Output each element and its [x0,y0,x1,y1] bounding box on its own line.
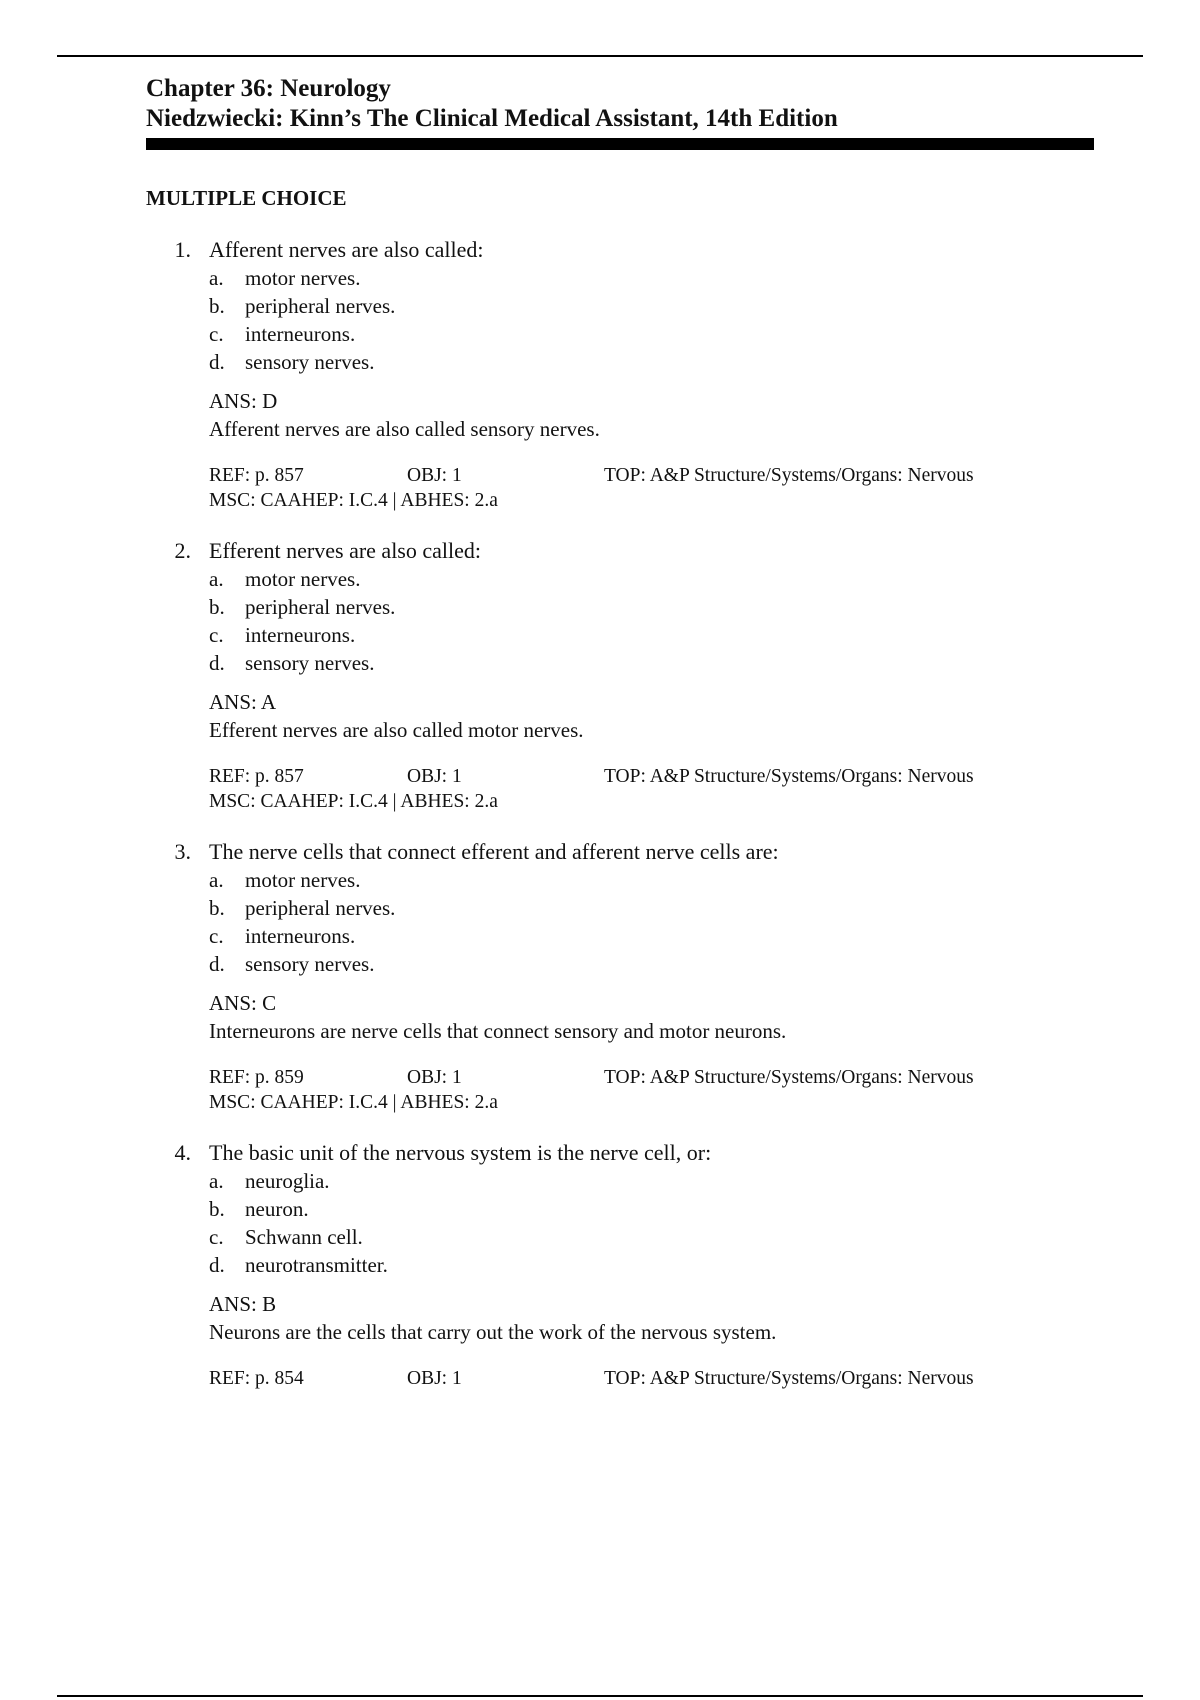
question-number: 2. [174,538,191,563]
question-metadata [209,1065,1096,1115]
question-4 [146,1139,1096,1391]
option-d: d. sensory nerves. [209,350,375,374]
answer: ANS: C [209,991,277,1015]
question-1 [146,236,1096,513]
question-stem: The basic unit of the nervous system is the nerve cell, or: [209,1140,712,1165]
obj: OBJ: 1 [407,1067,462,1088]
question-metadata [209,463,1096,513]
ref: REF: p. 857 [209,465,304,486]
question-number: 1. [174,237,191,262]
topic: TOP: A&P Structure/Systems/Organs: Nervous [604,465,974,486]
ref: REF: p. 857 [209,766,304,787]
rationale: Neurons are the cells that carry out the work of the nervous system. [209,1320,777,1344]
option-d: d. sensory nerves. [209,651,375,675]
option-a: a. motor nerves. [209,868,361,892]
option-b: b. peripheral nerves. [209,595,396,619]
msc: MSC: CAAHEP: I.C.4 | ABHES: 2.a [209,1092,498,1113]
ref: REF: p. 859 [209,1067,304,1088]
option-b: b. peripheral nerves. [209,294,396,318]
option-c: c. interneurons. [209,924,356,948]
question-number: 4. [174,1140,191,1165]
question-metadata [209,1366,1096,1391]
option-a: a. neuroglia. [209,1169,330,1193]
topic: TOP: A&P Structure/Systems/Organs: Nervous [604,766,974,787]
msc: MSC: CAAHEP: I.C.4 | ABHES: 2.a [209,791,498,812]
rationale: Afferent nerves are also called sensory nerves. [209,417,600,441]
ref: REF: p. 854 [209,1368,304,1389]
option-list [209,264,1096,376]
question-list [146,236,1096,1415]
rationale: Efferent nerves are also called motor nerves. [209,718,584,742]
obj: OBJ: 1 [407,1368,462,1389]
question-stem: Afferent nerves are also called: [209,237,484,262]
header-bar [146,138,1094,150]
option-b: b. peripheral nerves. [209,896,396,920]
option-d: d. sensory nerves. [209,952,375,976]
topic: TOP: A&P Structure/Systems/Organs: Nervous [604,1368,974,1389]
top-rule [57,55,1143,57]
option-b: b. neuron. [209,1197,309,1221]
option-list [209,866,1096,978]
document-header [146,74,1096,150]
question-2 [146,537,1096,814]
bottom-rule [57,1695,1143,1697]
topic: TOP: A&P Structure/Systems/Organs: Nervous [604,1067,974,1088]
option-list [209,1167,1096,1279]
option-c: c. Schwann cell. [209,1225,363,1249]
obj: OBJ: 1 [407,465,462,486]
answer: ANS: A [209,690,277,714]
answer: ANS: B [209,1292,277,1316]
option-a: a. motor nerves. [209,567,361,591]
answer: ANS: D [209,389,278,413]
question-number: 3. [174,839,191,864]
question-stem: Efferent nerves are also called: [209,538,482,563]
chapter-title: Chapter 36: Neurology [146,75,391,102]
option-list [209,565,1096,677]
rationale: Interneurons are nerve cells that connect sensory and motor neurons. [209,1019,787,1043]
question-metadata [209,764,1096,814]
question-3 [146,838,1096,1115]
option-c: c. interneurons. [209,623,356,647]
option-c: c. interneurons. [209,322,356,346]
msc: MSC: CAAHEP: I.C.4 | ABHES: 2.a [209,490,498,511]
question-stem: The nerve cells that connect efferent and afferent nerve cells are: [209,839,779,864]
section-title: MULTIPLE CHOICE [146,186,347,210]
option-d: d. neurotransmitter. [209,1253,388,1277]
obj: OBJ: 1 [407,766,462,787]
book-title: Niedzwiecki: Kinn’s The Clinical Medical Assistant, 14th Edition [146,105,838,132]
option-a: a. motor nerves. [209,266,361,290]
